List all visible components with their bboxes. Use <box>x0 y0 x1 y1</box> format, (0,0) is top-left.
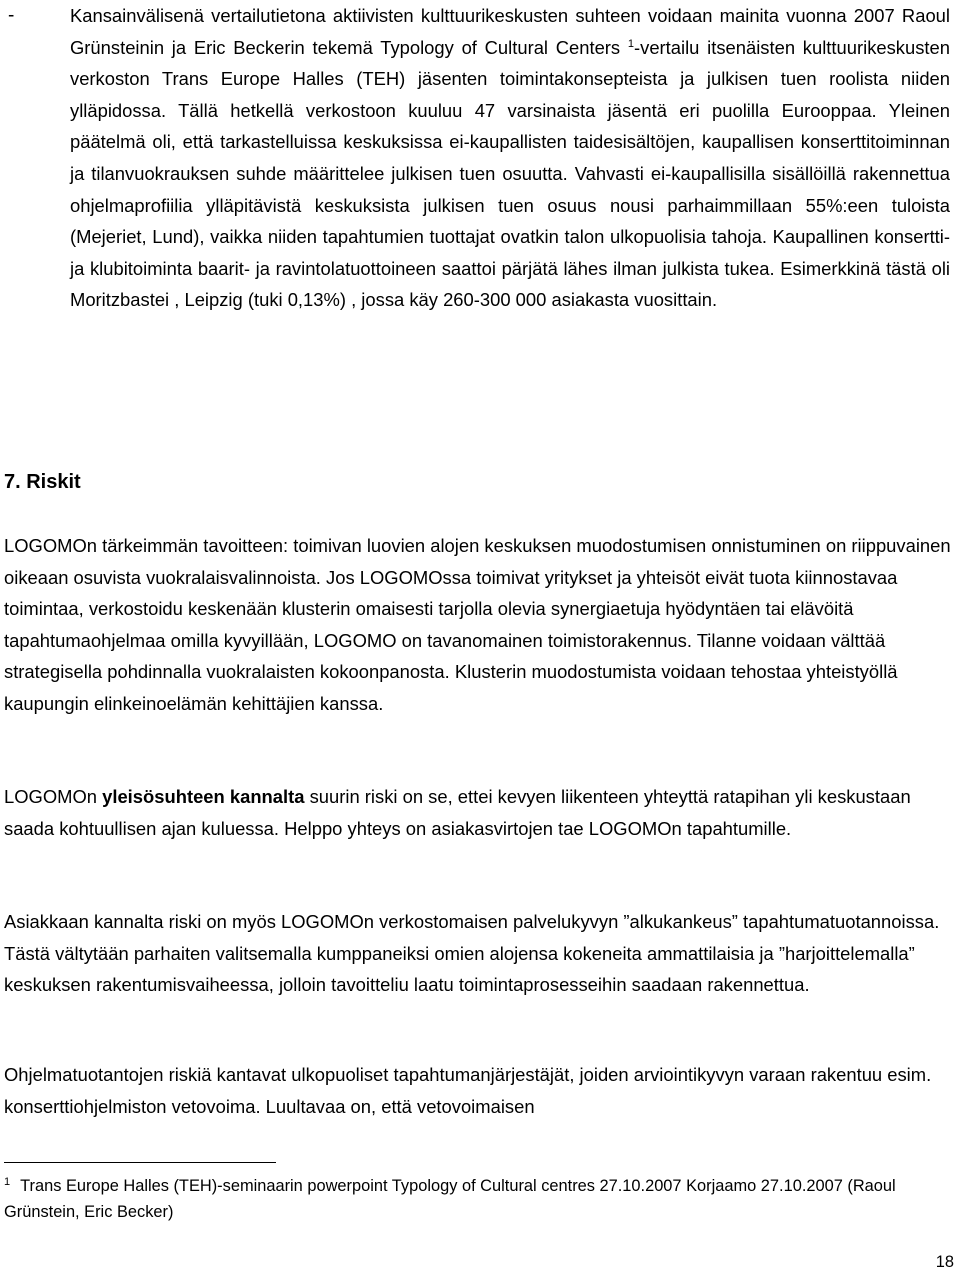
bullet-paragraph <box>70 0 950 316</box>
footnote <box>4 1173 904 1225</box>
paragraph-2-end: suurin riski on se, ettei kevyen liikenteen yhteyttä ratapihan yli keskustaan saada kohtuullisen ajan kuluessa. Helppo yhteys on asiakasvirtojen tae LOGOMOn tapahtumille. <box>4 786 911 839</box>
footnote-reference[interactable]: 1 <box>627 37 634 50</box>
footnote-number: 1 <box>4 1175 11 1188</box>
paragraph-2-start: LOGOMOn <box>4 786 103 807</box>
paragraph-3: Asiakkaan kannalta riski on myös LOGOMOn verkostomaisen palvelukyvyn ”alkukankeus” tapahtumatuotannoissa. Tästä vältytään parhaiten valitsemalla kumppaneiksi omien alojensa kokeneita ammattilaisia ja ”harjoittelemalla” keskuksen rakentumisvaiheessa, jolloin tavoitteliu laatu toimintaprosesseihin saadaan rakennettua. <box>4 911 940 995</box>
footnote-text: Trans Europe Halles (TEH)-seminaarin powerpoint Typology of Cultural centres 27.10.2007 Korjaamo 27.10.2007 (Raoul Grünstein, Eric Becker) <box>4 1177 896 1221</box>
paragraph-1: LOGOMOn tärkeimmän tavoitteen: toimivan luovien alojen keskuksen muodostumisen onnistuminen on riippuvainen oikeaan osuvista vuokralaisvalinnoista. Jos LOGOMOssa toimivat yritykset ja yhteisöt eivät tuota kiinnostavaa toimintaa, verkostoidu keskenään klusterin omaisesti tarjolla olevia synergiaetuja hyödyntäen tai elävöitä tapahtumaohjelmaa omilla kyvyillään, LOGOMO on tavanomainen toimistorakennus. Tilanne voidaan välttää strategisella pohdinnalla vuokralaisten kokoonpanosta. Klusterin muodostumista voidaan tehostaa yhteistyöllä kaupungin elinkeinoelämän kehittäjien kanssa. <box>4 535 951 714</box>
footnote-divider <box>4 1162 276 1163</box>
bullet-dash: - <box>8 5 15 26</box>
page-number: 18 <box>935 1253 954 1271</box>
bullet-text-start: Kansainvälisenä vertailutietona aktiivisten kulttuurikeskusten suhteen voidaan mainita vuonna 2007 Raoul Grünsteinin ja Eric Beckerin tekemä Typology of Cultural Centers <box>70 5 950 58</box>
paragraph-2-bold: yleisösuhteen kannalta <box>102 786 305 807</box>
section-heading: 7. Riskit <box>4 471 81 493</box>
paragraph-2 <box>4 781 952 844</box>
paragraph-4: Ohjelmatuotantojen riskiä kantavat ulkopuoliset tapahtumanjärjestäjät, joiden arviointikyvyn varaan rakentuu esim. konserttiohjelmiston vetovoima. Luultavaa on, että vetovoimaisen <box>4 1064 932 1117</box>
bullet-text-end: -vertailu itsenäisten kulttuurikeskusten verkoston Trans Europe Halles (TEH) jäsenten toimintakonsepteista ja julkisen tuen roolista niiden ylläpidossa. Tällä hetkellä verkostoon kuuluu 47 varsinaista jäsentä eri puolilla Eurooppaa. Yleinen päätelmä oli, että tarkastelluissa keskuksissa ei-kaupallisten taidesisältöjen, kaupallisen konserttitoiminnan ja tilanvuokrauksen suhde määrittelee julkisen tuen osuutta. Vahvasti ei-kaupallisilla sisällöillä rakennettua ohjelmaprofiilia ylläpitävistä keskuksista julkisen tuen osuus nousi parhaimmillaan 55%:een tuloista (Mejeriet, Lund), vaikka niiden tapahtumien tuottajat ovatkin talon ulkopuolisia tahoja. Kaupallinen konsertti- ja klubitoiminta baarit- ja ravintolatuottoineen saattoi pärjätä lähes ilman julkista tukea. Esimerkkinä tästä oli Moritzbastei , Leipzig (tuki 0,13%) , jossa käy 260-300 000 asiakasta vuosittain. <box>70 36 950 311</box>
